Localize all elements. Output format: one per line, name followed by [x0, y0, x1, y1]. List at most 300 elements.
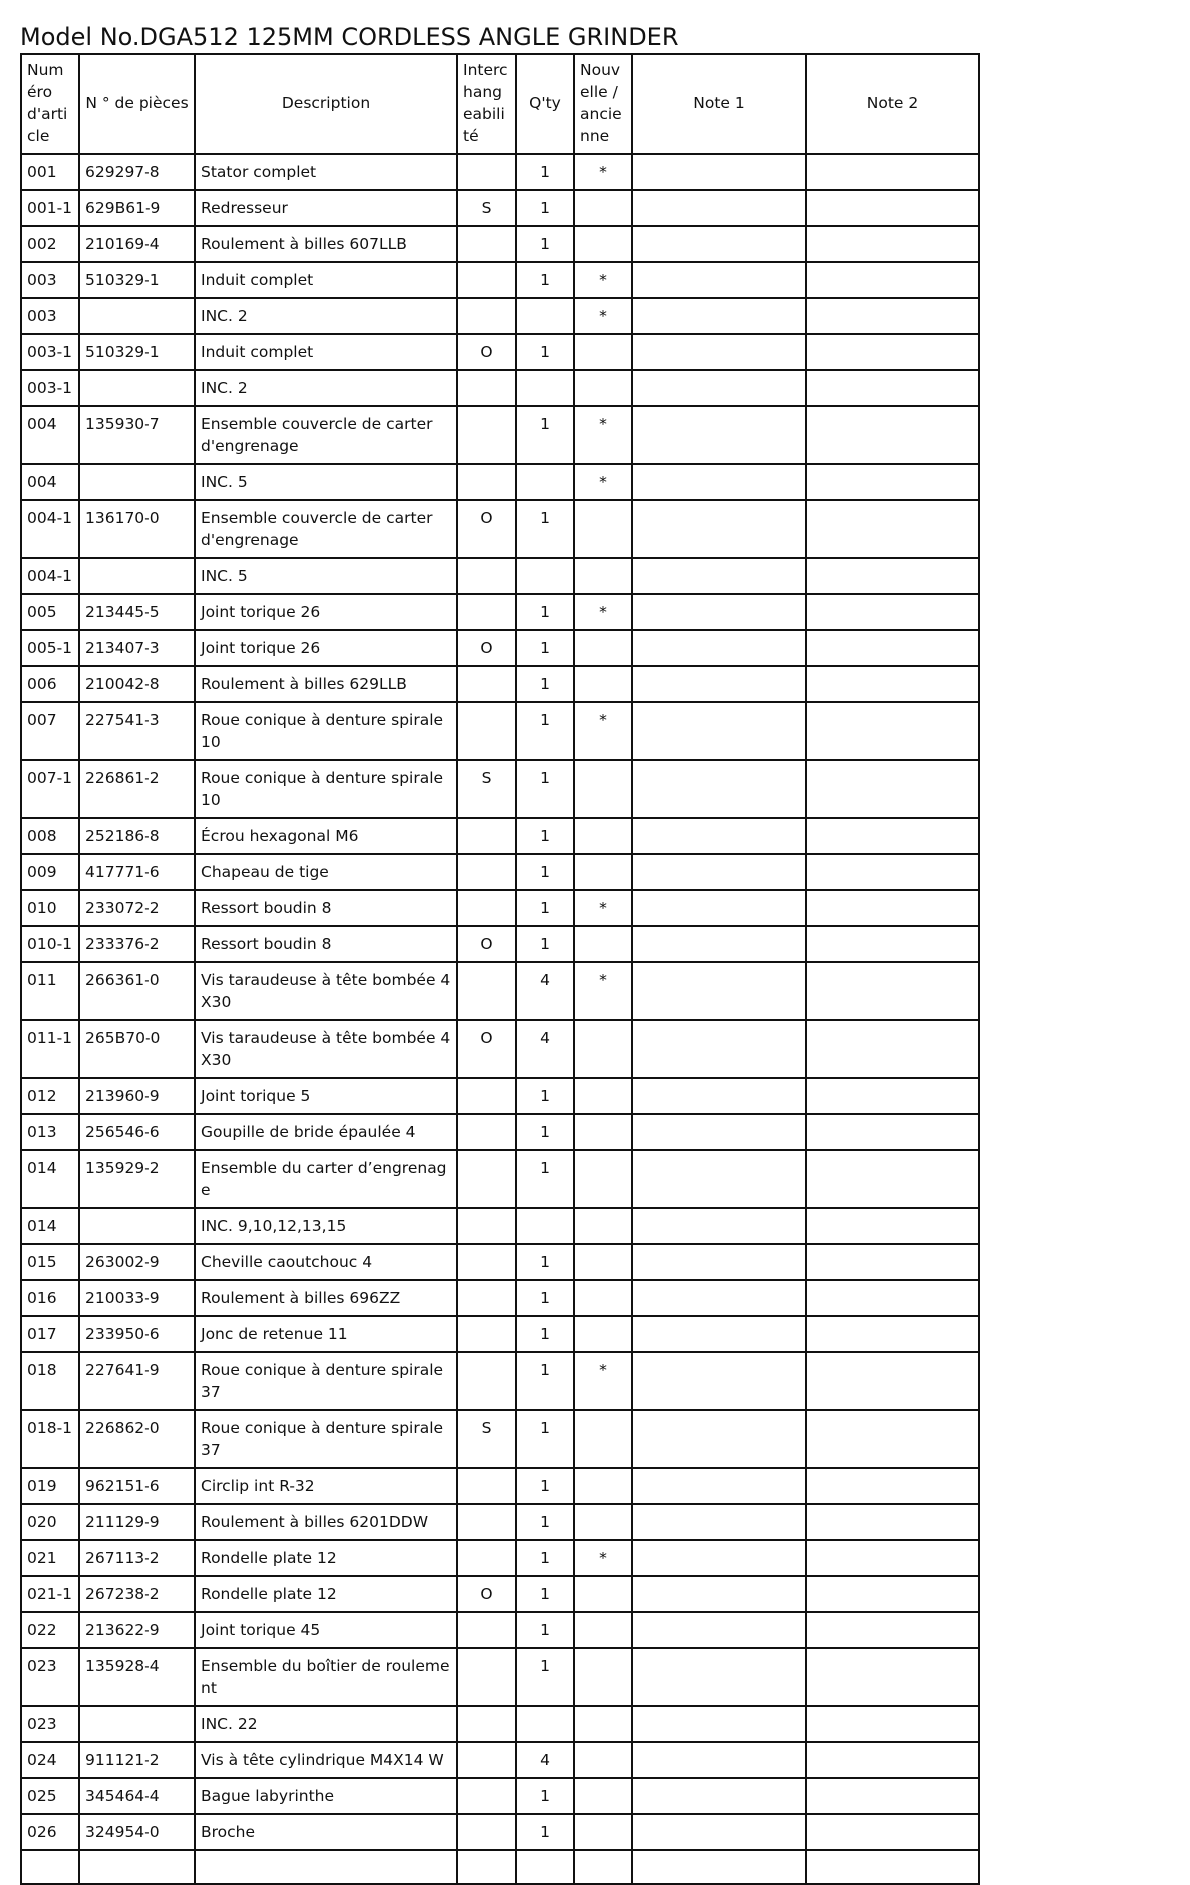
cell-qty: 1	[516, 702, 574, 760]
cell-part-no: 213960-9	[79, 1078, 195, 1114]
cell-note-1	[632, 818, 806, 854]
cell-new-old: *	[574, 1540, 632, 1576]
cell-note-1	[632, 464, 806, 500]
cell-qty: 4	[516, 1742, 574, 1778]
cell-note-1	[632, 702, 806, 760]
cell-part-no	[79, 1706, 195, 1742]
cell-note-1	[632, 1706, 806, 1742]
cell-interchangeability	[457, 1778, 516, 1814]
header-note-1: Note 1	[632, 54, 806, 154]
cell-item-no: 004	[21, 464, 79, 500]
cell-part-no: 911121-2	[79, 1742, 195, 1778]
cell-qty	[516, 464, 574, 500]
table-row	[21, 1540, 979, 1576]
cell-note-2	[806, 500, 979, 558]
cell-description: Ensemble couvercle de carter d'engrenage	[195, 406, 457, 464]
cell-new-old	[574, 926, 632, 962]
cell-part-no: 267238-2	[79, 1576, 195, 1612]
cell-note-2	[806, 854, 979, 890]
cell-description: Roulement à billes 696ZZ	[195, 1280, 457, 1316]
cell-description	[195, 1850, 457, 1884]
table-row	[21, 298, 979, 334]
cell-note-2	[806, 226, 979, 262]
cell-item-no: 014	[21, 1208, 79, 1244]
cell-note-1	[632, 1814, 806, 1850]
cell-item-no: 007-1	[21, 760, 79, 818]
table-row	[21, 1778, 979, 1814]
cell-interchangeability	[457, 962, 516, 1020]
cell-note-1	[632, 1280, 806, 1316]
cell-part-no	[79, 1850, 195, 1884]
table-row	[21, 1612, 979, 1648]
cell-qty: 1	[516, 1280, 574, 1316]
cell-interchangeability: O	[457, 630, 516, 666]
cell-note-2	[806, 190, 979, 226]
header-row	[21, 54, 979, 154]
cell-description: Jonc de retenue 11	[195, 1316, 457, 1352]
cell-item-no: 023	[21, 1706, 79, 1742]
cell-qty: 1	[516, 500, 574, 558]
cell-new-old	[574, 1504, 632, 1540]
cell-new-old	[574, 1778, 632, 1814]
cell-note-2	[806, 558, 979, 594]
cell-description: INC. 9,10,12,13,15	[195, 1208, 457, 1244]
cell-interchangeability	[457, 1468, 516, 1504]
cell-item-no: 001-1	[21, 190, 79, 226]
cell-interchangeability: O	[457, 334, 516, 370]
cell-description: Ensemble du boîtier de roulement	[195, 1648, 457, 1706]
cell-note-2	[806, 154, 979, 190]
table-row	[21, 464, 979, 500]
cell-qty: 4	[516, 962, 574, 1020]
cell-interchangeability	[457, 1280, 516, 1316]
cell-part-no: 136170-0	[79, 500, 195, 558]
cell-interchangeability	[457, 1504, 516, 1540]
cell-part-no	[79, 558, 195, 594]
cell-item-no: 026	[21, 1814, 79, 1850]
table-row	[21, 1280, 979, 1316]
cell-description: Joint torique 5	[195, 1078, 457, 1114]
table-row	[21, 890, 979, 926]
table-row	[21, 1648, 979, 1706]
cell-qty: 1	[516, 926, 574, 962]
cell-note-1	[632, 926, 806, 962]
cell-description: Rondelle plate 12	[195, 1576, 457, 1612]
cell-description: Joint torique 26	[195, 630, 457, 666]
cell-interchangeability	[457, 1540, 516, 1576]
cell-item-no: 009	[21, 854, 79, 890]
cell-new-old	[574, 760, 632, 818]
cell-new-old: *	[574, 298, 632, 334]
cell-note-2	[806, 1706, 979, 1742]
header-interchangeability: Interchangeabilité	[457, 54, 516, 154]
cell-description: INC. 5	[195, 558, 457, 594]
cell-qty: 1	[516, 1114, 574, 1150]
cell-description: Induit complet	[195, 334, 457, 370]
table-row	[21, 1352, 979, 1410]
cell-part-no: 256546-6	[79, 1114, 195, 1150]
cell-part-no: 211129-9	[79, 1504, 195, 1540]
cell-item-no: 015	[21, 1244, 79, 1280]
cell-item-no: 004-1	[21, 558, 79, 594]
table-row	[21, 406, 979, 464]
cell-description: Goupille de bride épaulée 4	[195, 1114, 457, 1150]
cell-item-no: 010	[21, 890, 79, 926]
cell-note-1	[632, 962, 806, 1020]
cell-interchangeability	[457, 1612, 516, 1648]
cell-qty: 1	[516, 406, 574, 464]
cell-note-1	[632, 1850, 806, 1884]
table-row	[21, 190, 979, 226]
cell-note-2	[806, 370, 979, 406]
cell-description: Roulement à billes 6201DDW	[195, 1504, 457, 1540]
cell-description: Broche	[195, 1814, 457, 1850]
cell-note-2	[806, 666, 979, 702]
cell-note-2	[806, 1468, 979, 1504]
cell-note-1	[632, 630, 806, 666]
cell-description: INC. 5	[195, 464, 457, 500]
cell-note-2	[806, 1576, 979, 1612]
cell-note-1	[632, 226, 806, 262]
cell-interchangeability	[457, 1244, 516, 1280]
cell-part-no: 227641-9	[79, 1352, 195, 1410]
cell-new-old	[574, 1280, 632, 1316]
cell-part-no: 210042-8	[79, 666, 195, 702]
cell-item-no: 004-1	[21, 500, 79, 558]
cell-new-old: *	[574, 702, 632, 760]
cell-description: Cheville caoutchouc 4	[195, 1244, 457, 1280]
cell-note-2	[806, 1778, 979, 1814]
table-row	[21, 1504, 979, 1540]
cell-interchangeability	[457, 666, 516, 702]
cell-item-no: 010-1	[21, 926, 79, 962]
cell-item-no: 003	[21, 298, 79, 334]
cell-note-1	[632, 1244, 806, 1280]
table-row	[21, 926, 979, 962]
document-title: Model No.DGA512 125MM CORDLESS ANGLE GRINDER	[20, 23, 679, 51]
table-row	[21, 1850, 979, 1884]
cell-qty: 1	[516, 154, 574, 190]
cell-interchangeability	[457, 1316, 516, 1352]
parts-table	[20, 53, 980, 1885]
cell-note-1	[632, 1648, 806, 1706]
cell-interchangeability	[457, 1114, 516, 1150]
table-row	[21, 818, 979, 854]
cell-description: INC. 22	[195, 1706, 457, 1742]
cell-interchangeability	[457, 406, 516, 464]
cell-note-1	[632, 190, 806, 226]
cell-note-2	[806, 1244, 979, 1280]
cell-interchangeability	[457, 370, 516, 406]
cell-qty: 1	[516, 818, 574, 854]
table-row	[21, 1208, 979, 1244]
cell-description: Écrou hexagonal M6	[195, 818, 457, 854]
cell-qty: 1	[516, 760, 574, 818]
cell-part-no: 629297-8	[79, 154, 195, 190]
cell-note-1	[632, 298, 806, 334]
cell-new-old	[574, 1850, 632, 1884]
cell-part-no: 267113-2	[79, 1540, 195, 1576]
cell-part-no	[79, 1208, 195, 1244]
cell-note-2	[806, 962, 979, 1020]
header-qty: Q'ty	[516, 54, 574, 154]
cell-note-1	[632, 890, 806, 926]
cell-new-old	[574, 1648, 632, 1706]
cell-new-old	[574, 500, 632, 558]
cell-description: Vis à tête cylindrique M4X14 W	[195, 1742, 457, 1778]
cell-note-1	[632, 1742, 806, 1778]
cell-description: Stator complet	[195, 154, 457, 190]
cell-note-2	[806, 464, 979, 500]
cell-item-no: 018-1	[21, 1410, 79, 1468]
cell-qty: 1	[516, 1648, 574, 1706]
cell-new-old: *	[574, 262, 632, 298]
table-row	[21, 1742, 979, 1778]
cell-new-old	[574, 190, 632, 226]
cell-part-no: 252186-8	[79, 818, 195, 854]
header-part-no: N ° de pièces	[79, 54, 195, 154]
cell-part-no: 210169-4	[79, 226, 195, 262]
cell-note-2	[806, 1742, 979, 1778]
cell-new-old: *	[574, 594, 632, 630]
cell-part-no: 263002-9	[79, 1244, 195, 1280]
cell-description: Roue conique à denture spirale 37	[195, 1410, 457, 1468]
cell-interchangeability	[457, 854, 516, 890]
cell-interchangeability	[457, 1850, 516, 1884]
cell-note-1	[632, 262, 806, 298]
cell-note-2	[806, 1150, 979, 1208]
table-row	[21, 154, 979, 190]
cell-note-1	[632, 154, 806, 190]
cell-item-no: 020	[21, 1504, 79, 1540]
cell-interchangeability	[457, 702, 516, 760]
cell-part-no: 629B61-9	[79, 190, 195, 226]
cell-new-old: *	[574, 962, 632, 1020]
cell-new-old	[574, 1468, 632, 1504]
cell-new-old	[574, 666, 632, 702]
cell-note-1	[632, 1316, 806, 1352]
cell-part-no: 265B70-0	[79, 1020, 195, 1078]
cell-new-old	[574, 1814, 632, 1850]
cell-item-no: 005	[21, 594, 79, 630]
cell-qty: 1	[516, 1576, 574, 1612]
cell-item-no: 007	[21, 702, 79, 760]
cell-note-2	[806, 1648, 979, 1706]
cell-item-no: 005-1	[21, 630, 79, 666]
cell-note-1	[632, 1778, 806, 1814]
cell-item-no	[21, 1850, 79, 1884]
cell-part-no: 210033-9	[79, 1280, 195, 1316]
cell-new-old: *	[574, 406, 632, 464]
cell-note-2	[806, 334, 979, 370]
cell-note-2	[806, 298, 979, 334]
cell-note-1	[632, 1540, 806, 1576]
cell-item-no: 004	[21, 406, 79, 464]
cell-qty	[516, 370, 574, 406]
cell-item-no: 003-1	[21, 370, 79, 406]
cell-qty: 1	[516, 1410, 574, 1468]
cell-interchangeability: S	[457, 1410, 516, 1468]
cell-part-no: 213445-5	[79, 594, 195, 630]
cell-item-no: 023	[21, 1648, 79, 1706]
cell-new-old: *	[574, 154, 632, 190]
cell-note-1	[632, 370, 806, 406]
cell-interchangeability	[457, 818, 516, 854]
cell-description: Roue conique à denture spirale 10	[195, 760, 457, 818]
cell-note-2	[806, 594, 979, 630]
cell-note-2	[806, 1352, 979, 1410]
cell-description: Redresseur	[195, 190, 457, 226]
cell-part-no: 135930-7	[79, 406, 195, 464]
cell-description: Vis taraudeuse à tête bombée 4X30	[195, 1020, 457, 1078]
cell-item-no: 016	[21, 1280, 79, 1316]
cell-description: Circlip int R-32	[195, 1468, 457, 1504]
table-row	[21, 370, 979, 406]
table-row	[21, 1814, 979, 1850]
cell-description: Bague labyrinthe	[195, 1778, 457, 1814]
cell-qty: 1	[516, 190, 574, 226]
cell-new-old: *	[574, 1352, 632, 1410]
cell-item-no: 012	[21, 1078, 79, 1114]
cell-description: Ensemble du carter d’engrenage	[195, 1150, 457, 1208]
cell-note-2	[806, 1504, 979, 1540]
cell-note-2	[806, 1850, 979, 1884]
cell-qty	[516, 1850, 574, 1884]
cell-note-1	[632, 1078, 806, 1114]
cell-new-old	[574, 1114, 632, 1150]
table-header	[21, 54, 979, 154]
cell-note-1	[632, 1468, 806, 1504]
cell-item-no: 018	[21, 1352, 79, 1410]
cell-note-1	[632, 1020, 806, 1078]
table-row	[21, 1078, 979, 1114]
cell-new-old	[574, 1078, 632, 1114]
header-note-2: Note 2	[806, 54, 979, 154]
header-new-old: Nouvelle / ancienne	[574, 54, 632, 154]
cell-qty: 4	[516, 1020, 574, 1078]
cell-note-1	[632, 1208, 806, 1244]
cell-interchangeability: O	[457, 926, 516, 962]
cell-note-1	[632, 558, 806, 594]
table-row	[21, 1316, 979, 1352]
cell-item-no: 013	[21, 1114, 79, 1150]
cell-qty: 1	[516, 1150, 574, 1208]
table-row	[21, 500, 979, 558]
table-row	[21, 854, 979, 890]
cell-note-2	[806, 702, 979, 760]
cell-qty: 1	[516, 1504, 574, 1540]
cell-note-1	[632, 1150, 806, 1208]
cell-description: Roulement à billes 629LLB	[195, 666, 457, 702]
cell-note-1	[632, 1576, 806, 1612]
header-description: Description	[195, 54, 457, 154]
cell-note-1	[632, 334, 806, 370]
cell-qty: 1	[516, 854, 574, 890]
cell-new-old	[574, 1612, 632, 1648]
cell-qty: 1	[516, 630, 574, 666]
cell-new-old	[574, 1020, 632, 1078]
cell-new-old	[574, 370, 632, 406]
cell-qty	[516, 558, 574, 594]
cell-description: Chapeau de tige	[195, 854, 457, 890]
cell-note-1	[632, 1352, 806, 1410]
cell-interchangeability	[457, 1150, 516, 1208]
cell-part-no	[79, 298, 195, 334]
cell-item-no: 006	[21, 666, 79, 702]
cell-part-no	[79, 464, 195, 500]
table-row	[21, 558, 979, 594]
cell-item-no: 008	[21, 818, 79, 854]
cell-note-1	[632, 406, 806, 464]
cell-part-no: 233072-2	[79, 890, 195, 926]
cell-interchangeability	[457, 558, 516, 594]
cell-qty: 1	[516, 1540, 574, 1576]
table-row	[21, 666, 979, 702]
cell-new-old	[574, 630, 632, 666]
cell-note-2	[806, 890, 979, 926]
table-row	[21, 262, 979, 298]
cell-new-old	[574, 854, 632, 890]
cell-qty: 1	[516, 594, 574, 630]
cell-description: INC. 2	[195, 298, 457, 334]
table-row	[21, 630, 979, 666]
cell-part-no: 324954-0	[79, 1814, 195, 1850]
cell-item-no: 011-1	[21, 1020, 79, 1078]
cell-note-1	[632, 1504, 806, 1540]
cell-part-no: 135929-2	[79, 1150, 195, 1208]
cell-note-1	[632, 854, 806, 890]
table-row	[21, 226, 979, 262]
cell-note-2	[806, 630, 979, 666]
cell-interchangeability	[457, 464, 516, 500]
cell-new-old	[574, 558, 632, 594]
cell-new-old	[574, 226, 632, 262]
cell-qty	[516, 1706, 574, 1742]
cell-item-no: 024	[21, 1742, 79, 1778]
cell-interchangeability: O	[457, 1020, 516, 1078]
cell-item-no: 021	[21, 1540, 79, 1576]
cell-qty: 1	[516, 1316, 574, 1352]
cell-part-no: 962151-6	[79, 1468, 195, 1504]
cell-description: Roue conique à denture spirale 10	[195, 702, 457, 760]
cell-description: Ressort boudin 8	[195, 926, 457, 962]
cell-description: Rondelle plate 12	[195, 1540, 457, 1576]
table-row	[21, 1114, 979, 1150]
cell-qty: 1	[516, 1778, 574, 1814]
cell-new-old	[574, 1244, 632, 1280]
cell-part-no: 227541-3	[79, 702, 195, 760]
cell-description: Vis taraudeuse à tête bombée 4X30	[195, 962, 457, 1020]
cell-part-no: 213407-3	[79, 630, 195, 666]
cell-description: Ressort boudin 8	[195, 890, 457, 926]
table-row	[21, 1244, 979, 1280]
cell-qty: 1	[516, 1244, 574, 1280]
table-row	[21, 1468, 979, 1504]
cell-note-2	[806, 1020, 979, 1078]
cell-item-no: 003-1	[21, 334, 79, 370]
cell-qty: 1	[516, 890, 574, 926]
cell-interchangeability: O	[457, 1576, 516, 1612]
cell-interchangeability: S	[457, 760, 516, 818]
cell-part-no: 213622-9	[79, 1612, 195, 1648]
cell-qty: 1	[516, 666, 574, 702]
cell-item-no: 014	[21, 1150, 79, 1208]
cell-item-no: 025	[21, 1778, 79, 1814]
cell-new-old	[574, 818, 632, 854]
header-item-no: Numéro d'article	[21, 54, 79, 154]
cell-note-2	[806, 1316, 979, 1352]
cell-qty: 1	[516, 334, 574, 370]
